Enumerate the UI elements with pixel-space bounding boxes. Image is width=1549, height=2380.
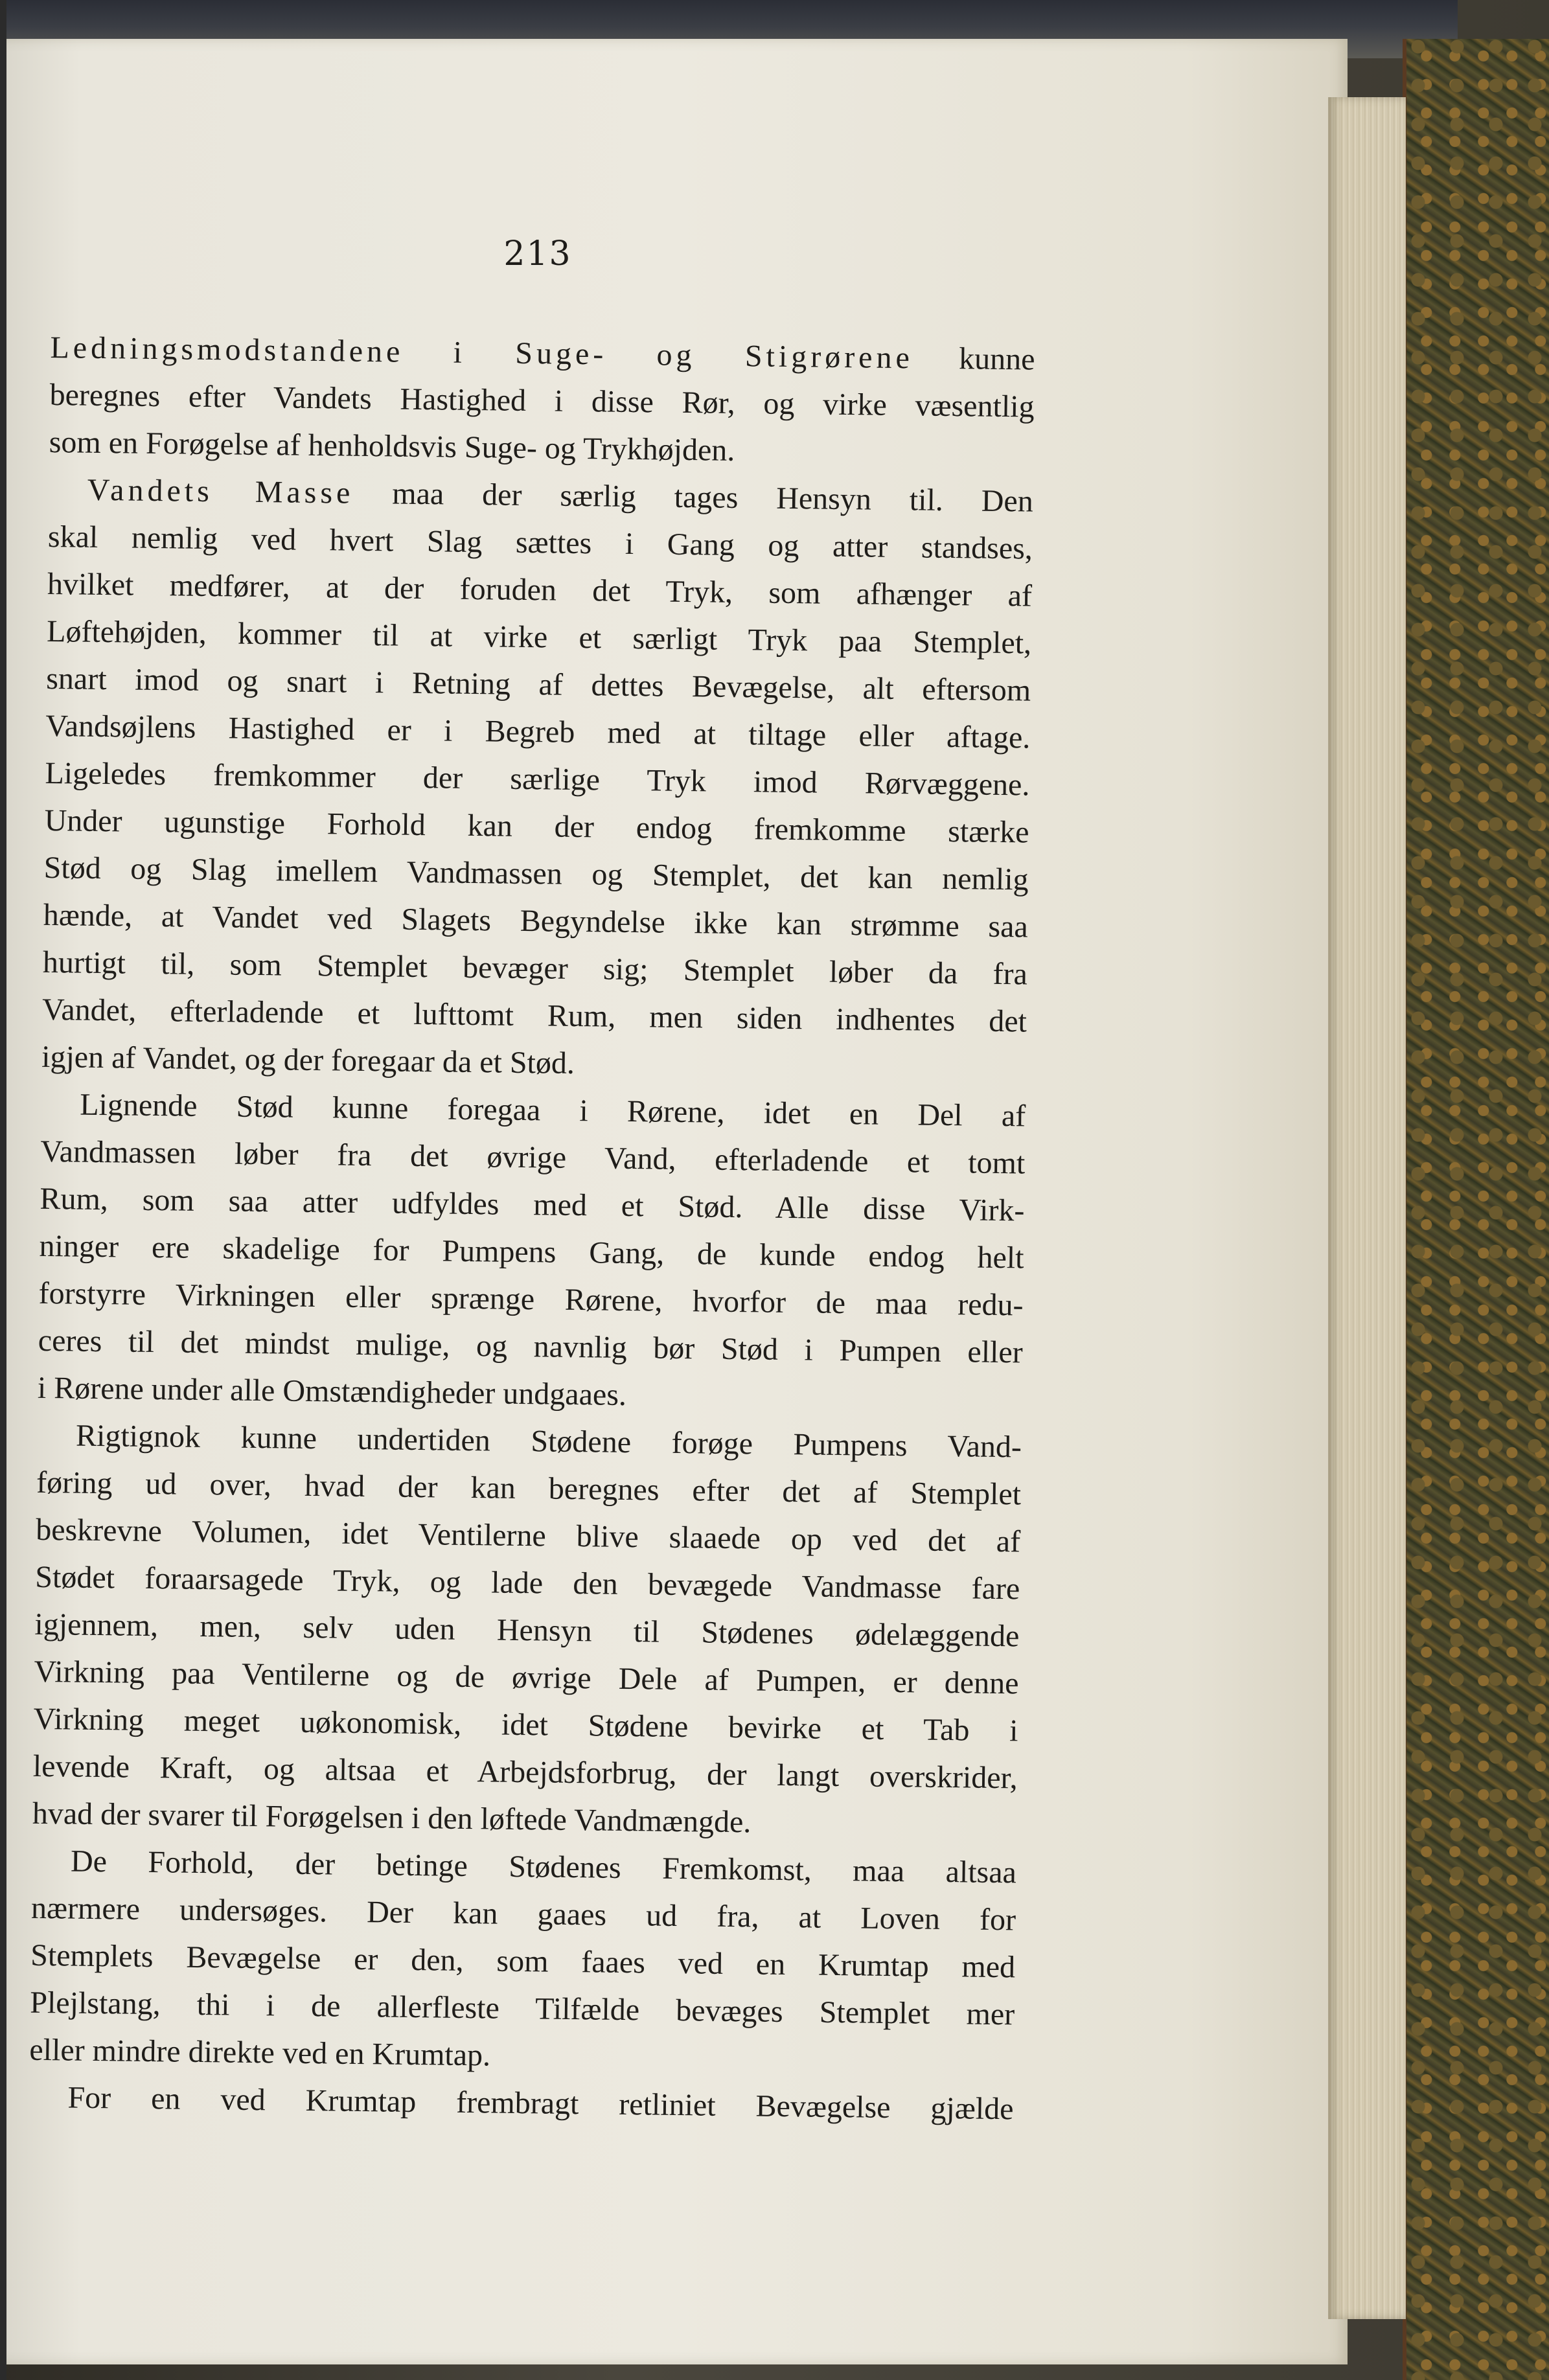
page-number: 213 [503,235,572,273]
text-line: De Forhold, der betinge Stødenes Fremkomst, maa altsaa [70,1844,1017,1890]
text-line: ninger ere skadelige for Pumpens Gang, de kunde endog helt [39,1228,1024,1276]
text-line: Stød og Slag imellem Vandmassen og Stemplet, det kan nemlig [43,850,1029,897]
paragraph [49,324,1035,478]
paragraph [32,1412,1022,1849]
text-line: beskrevne Volumen, idet Ventilerne blive slaaede op ved det af [35,1512,1021,1559]
text-line: snart imod og snart i Retning af dettes Bevægelse, alt eftersom [45,661,1031,708]
text-line: Vandsøjlens Hastighed er i Begreb med at tiltage eller aftage. [45,708,1031,755]
marbled-cover-board [1403,39,1549,2380]
text-line: skal nemlig ved hvert Slag sættes i Gang og atter standses, [47,519,1033,566]
text-line: Virkning meget uøkonomisk, idet Stødene bevirke et Tab i [33,1701,1018,1748]
text-line: Stødet foraarsagede Tryk, og lade den bevægede Vandmasse fare [35,1559,1020,1607]
paragraph [37,1081,1026,1424]
text-line: Vandmassen løber fra det øvrige Vand, efterladende et tomt [40,1134,1026,1181]
text-line: hurtigt til, som Stemplet bevæger sig; Stemplet løber da fra [42,944,1028,992]
text-line: igjennem, men, selv uden Hensyn til Stødenes ødelæggende [34,1607,1020,1654]
text-line: Stemplets Bevægelse er den, som faaes ved en Krumtap med [30,1938,1016,1985]
text-line: hvilket medfører, at der foruden det Tryk, som afhænger af [47,566,1033,613]
text-line: For en ved Krumtap frembragt retliniet Bevægelse gjælde [67,2080,1014,2127]
text-line: ceres til det mindst mulige, og navnlig bør Stød i Pumpen eller [38,1323,1024,1370]
text-line: forstyrre Virkningen eller sprænge Rørene, hvorfor de maa redu- [38,1276,1024,1323]
page-edges-stack [1328,97,1406,2319]
text-line: Vandets Masse maa der særlig tages Hensyn til. Den [87,472,1034,519]
paragraph [29,1837,1016,2086]
text-line: i Rørene under alle Omstændigheder undgaaes. [37,1370,627,1412]
text-line: Løftehøjden, kommer til at virke et særligt Tryk paa Stemplet, [46,613,1032,661]
text-line: hænde, at Vandet ved Slagets Begyndelse ikke kan strømme saa [43,897,1029,944]
text-line: Virkning paa Ventilerne og de øvrige Dele af Pumpen, er denne [34,1654,1019,1701]
body-text [29,324,1035,2133]
text-line: Under ugunstige Forhold kan der endog fremkomme stærke [44,803,1029,850]
text-line: hvad der svarer til Forøgelsen i den løftede Vandmængde. [32,1796,752,1840]
scan-left-border [0,0,6,2380]
text-line: føring ud over, hvad der kan beregnes efter det af Stemplet [36,1465,1022,1512]
text-line: Rum, som saa atter udfyldes med et Stød. Alle disse Virk- [40,1181,1025,1228]
text-line: som en Forøgelse af henholdsvis Suge- og Trykhøjden. [49,424,735,468]
text-line: Ligeledes fremkommer der særlige Tryk imod Rørvæggene. [45,755,1030,803]
text-line: levende Kraft, og altsaa et Arbejdsforbrug, der langt overskrider, [32,1748,1018,1796]
text-line: eller mindre direkte ved en Krumtap. [29,2032,491,2073]
text-line: beregnes efter Vandets Hastighed i disse Rør, og virke væsentlig [49,377,1035,424]
text-line: Plejlstang, thi i de allerfleste Tilfælde bevæges Stemplet mer [30,1985,1015,2032]
text-line: Vandet, efterladende et lufttomt Rum, men siden indhentes det [41,992,1027,1039]
text-line: Rigtignok kunne undertiden Stødene forøge Pumpens Vand- [75,1418,1022,1465]
text-line: nærmere undersøges. Der kan gaaes ud fra, at Loven for [30,1890,1016,1938]
text-line: igjen af Vandet, og der foregaar da et Stød. [41,1039,575,1081]
text-line: Lignende Stød kunne foregaa i Rørene, idet en Del af [79,1087,1026,1134]
paragraph [41,466,1033,1092]
text-line: Ledningsmodstandene i Suge- og Stigrørene kunne [50,330,1035,377]
